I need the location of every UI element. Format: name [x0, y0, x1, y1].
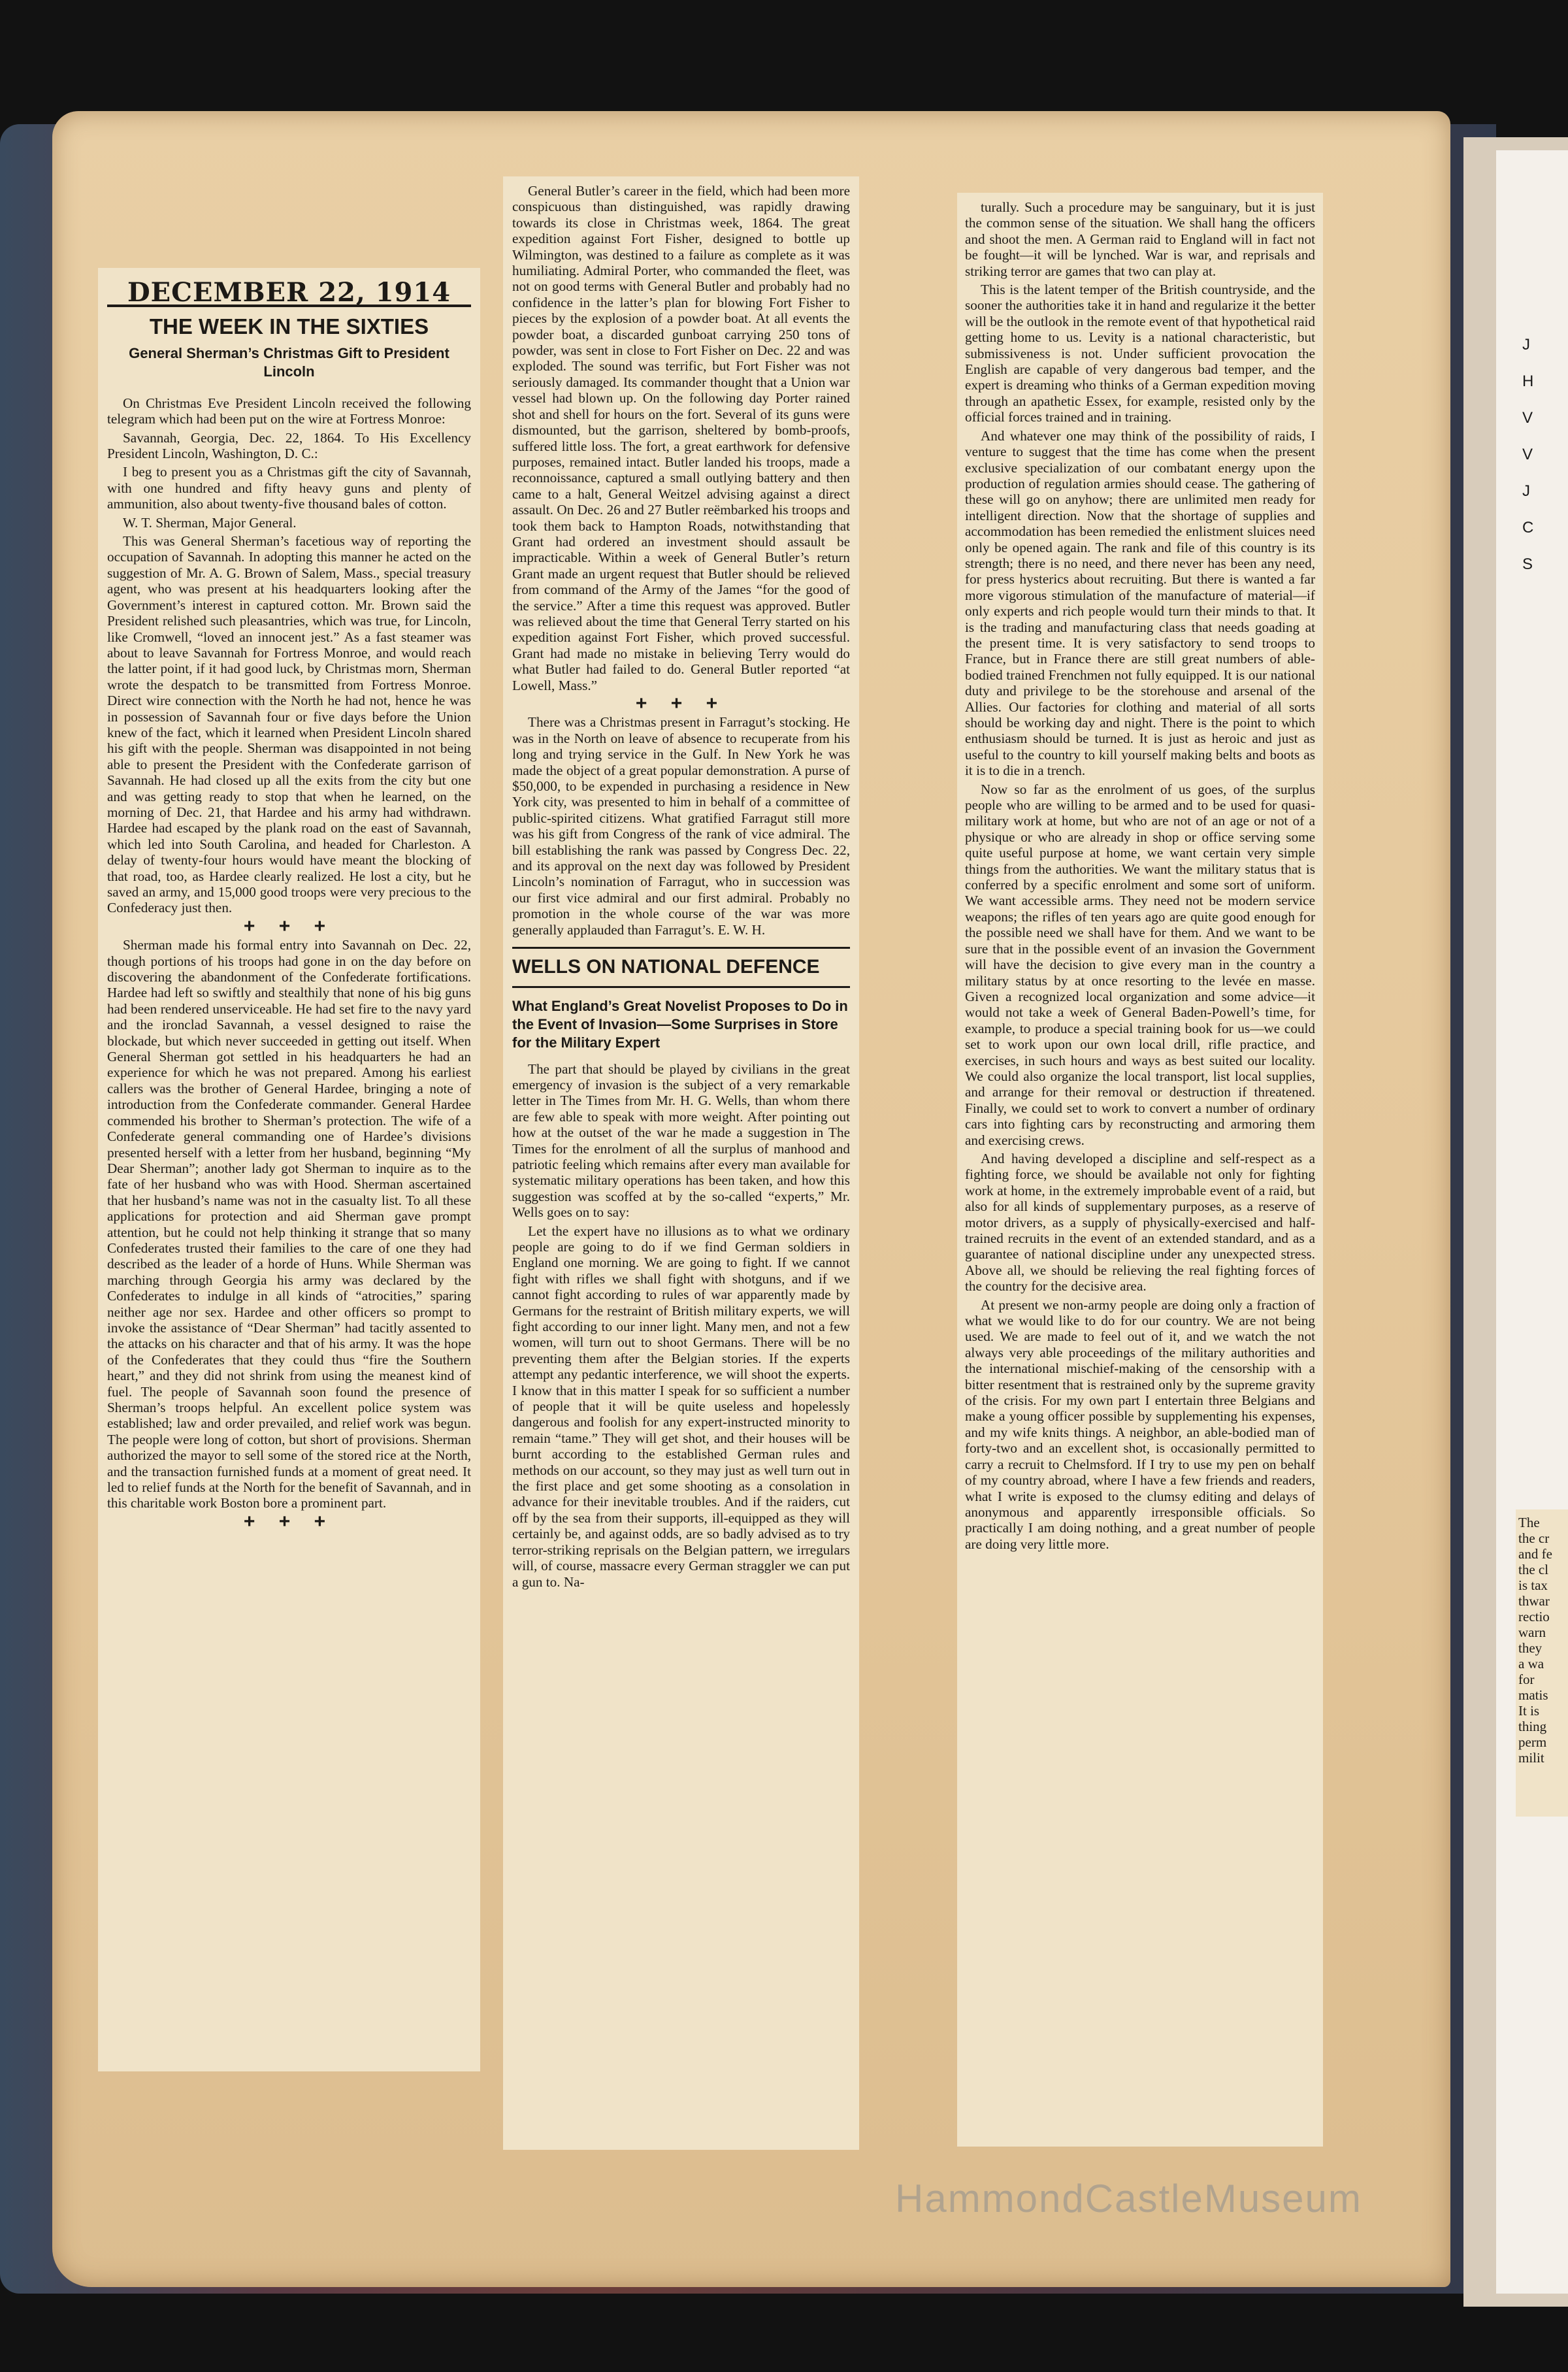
fragment-line: matis	[1518, 1687, 1548, 1703]
fragment-line: thing	[1518, 1719, 1547, 1734]
article-paragraph: And whatever one may think of the possibility of raids, I venture to suggest that the time has come when the present exclusive specialization of our combatant energy upon the production of regulation armies should cease. The gathering of these will go on anyhow; there are unlimited men ready for intelligent direction. Now that the shortage of supplies and accommodation has been remedied the enlistment sluices need only be opened again. The rank and file of this country is its strength; there is no need, and there never has been any need, for press hysterics about recruiting. But there is wanted a far more vigorous stimulation of the manufacture of material—if only experts and rich people would turn their minds to that. It is the trading and manufacturing class that needs goading at the present time. It is very satisfactory to send troops to France, but in France there are still great numbers of able-bodied trained Frenchmen not fully equipped. It is our national duty and privilege to be the storehouse and arsenal of the Allies. Our factories for clothing and material of all sorts should be working day and night. There is the point to which enthusiasm should be turned. It is just as heroic and just as useful to the country to kill yourself making belts and boots as it is to die in a trench.	[965, 427, 1315, 779]
fragment-line: and fe	[1518, 1546, 1552, 1562]
telegram-body: I beg to present you as a Christmas gift the city of Savannah, with one hundred and fifty heavy guns and plenty of ammunition, also about twenty-five thousand bales of cotton.	[107, 464, 471, 512]
article-subtitle: What England’s Great Novelist Proposes to Do in the Event of Invasion—Some Surprises in Store for the Military Expert	[512, 997, 848, 1051]
telegram-signature: W. T. Sherman, Major General.	[123, 514, 297, 531]
clipping-date: DECEMBER 22, 1914	[127, 277, 451, 308]
fragment-line: It is	[1518, 1703, 1540, 1719]
fragment-line: they	[1518, 1640, 1543, 1656]
fragment-line: the cr	[1518, 1530, 1550, 1546]
fragment-line: thwar	[1518, 1593, 1550, 1609]
facing-page-clipping-fragment	[1516, 1509, 1568, 1817]
article-paragraph: Now so far as the enrolment of us goes, of the surplus people who are willing to be armed and to be used for quasi-military work at home, but who are not of an age or not of a physique or who are already in shop or office serving some quite useful purpose at home, we want certain very simple things from the authorities. We want the military status that is conferred by a specific enrolment and some sort of uniform. We want accessible arms. They need not be modern service weapons; the rifles of ten years ago are quite good enough for the possible need we shall have for them. And we want to be sure that in the possible event of an invasion the Government will have the decision to give every man in the country a military status by at once resorting to the levée en masse. Given a recognized local organization and some advice—it would not take a week of General Baden-Powell’s time, for example, to produce a special training book for us—we could set to work upon our own local drill, rifle practice, and exercises, in such hours and ways as best suited our locality. We could also organize the local transport, list local supplies, and arrange for their removal or destruction if threatened. Finally, we could set to work to convert a number of ordinary cars into fighting cars by reconstructing and armoring them and exercising crews.	[965, 781, 1315, 1148]
fragment-line: rectio	[1518, 1609, 1550, 1624]
telegram-heading: Savannah, Georgia, Dec. 22, 1864. To His Excellency President Lincoln, Washington, D. C.:	[107, 429, 471, 462]
margin-letter: V	[1522, 409, 1533, 427]
margin-letter: J	[1522, 482, 1530, 500]
margin-letter: V	[1522, 446, 1533, 463]
fragment-line: is tax	[1518, 1577, 1548, 1593]
fragment-line: warn	[1518, 1624, 1546, 1640]
clipping-wells-continued	[957, 193, 1323, 2147]
facing-page-margin-letters	[1522, 327, 1533, 583]
article-paragraph: And having developed a discipline and self-respect as a fighting force, we should be available not only for fighting work at home, in the extremely improbable event of a raid, but also for all kinds of supplementary purposes, as a reserve of motor drivers, as a supply of physically-exercised and half-trained recruits in the event of an extended standard, and as a guarantee of national discipline under any unexpected stress. Above all, we should be relieving the real fighting forces of the country for the decisive area.	[965, 1150, 1315, 1294]
article-paragraph: General Butler’s career in the field, which had been more conspicuous than distinguished, was rapidly drawing towards its close in Christmas week, 1864. The great expedition against Fort Fisher, designed to bottle up Wilmington, was destined to a failure as complete as it was humiliating. Admiral Porter, who commanded the fleet, was not on good terms with General Butler and probably had no confidence in the latter’s plan for blowing Fort Fisher to pieces by the explosion of a powder boat. At all events the powder boat, a discarded gunboat carrying 250 tons of powder, was sent in close to Fort Fisher on Dec. 22 and was exploded. The sound was terrific, but Fort Fisher was not seriously damaged. Its commander thought that a Union war vessel had blown up. On the following day Porter rained shot and shell for hours on the fort. Several of its guns were dismounted, but the garrison, sheltered by bomb-proofs, suffered little loss. The fort, a great earthwork for defensive purposes, remained intact. Butler landed his troops, made a reconnoissance, captured a small outlying battery and then came to a halt, General Weitzel advising against a direct assault. On Dec. 26 and 27 Butler reëmbarked his troops and took them back to Hampton Roads, notwithstanding that Grant had ordered an investment should assault be impracticable. Within a week of General Butler’s return Grant made an urgent request that Butler should be relieved from command of the Army of the James “for the good of the service.” After a time this request was approved. Butler was relieved about the time that General Terry started on his expedition against Fort Fisher, which proved successful. Grant had made no mistake in believing Terry would do what Butler had failed to do. General Butler reported “at Lowell, Mass.”	[512, 183, 850, 693]
article-paragraph: On Christmas Eve President Lincoln received the following telegram which had been put on the wire at Fortress Monroe:	[107, 395, 471, 427]
article-paragraph: The part that should be played by civilians in the great emergency of invasion is the subject of a very remarkable letter in The Times from Mr. H. G. Wells, than whom there are few able to speak with more weight. After pointing out how at the outset of the war he made a suggestion in The Times for the enrolment of all the surplus of manhood and patriotic feeling which remains after every man available for systematic military operations has been taken, and how this suggestion was scoffed at by the so-called “experts,” Mr. Wells goes on to say:	[512, 1061, 850, 1221]
article-title: WELLS ON NATIONAL DEFENCE	[512, 956, 820, 978]
article-paragraph: This is the latent temper of the British countryside, and the sooner the authorities take it in hand and regularize it the better will be the outlook in the remote event of that hypothetical raid getting home to us. Levity is a national characteristic, but submissiveness is not. Under sufficient provocation the English are capable of very dangerous bad temper, and the expert is dreaming who thinks of a German expedition moving through an apathetic Essex, for example, resisted only by the official forces trained and in training.	[965, 282, 1316, 425]
fragment-line: the cl	[1518, 1562, 1549, 1577]
article-paragraph: Let the expert have no illusions as to what we ordinary people are going to do if we find German soldiers in England one morning. We are going to fight. If we cannot fight with rifles we shall fight with shotguns, and if we cannot fight according to rules of war apparently made by Germans for the restraint of British military experts, we will fight according to our inner light. Many men, and not a few women, will turn out to shoot Germans. There will be no preventing them after the Belgian stories. If the experts attempt any pedantic interference, we will shoot the experts. I know that in this matter I speak for so sufficient a number of people that it will be quite useless and hopelessly dangerous and foolish for any expert-instructed minority to remain “tame.” They will get shot, and their houses will be burnt according to the established German rules and methods on our account, so they may just as well turn out in the first place and get some shooting as a consolation in advance for their inevitable troubles. And if the raiders, cut off by the sea from their supports, ill-equipped as they will certainly be, and against odds, are so badly advised as to try terror-striking reprisals on the Belgian pattern, we irregulars will, of course, massacre every German straggler we can put a gun to. Na-	[512, 1223, 850, 1590]
article-paragraph: There was a Christmas present in Farragut’s stocking. He was in the North on leave of absence to recuperate from his long and trying service in the Gulf. In New York he was made the object of a great popular demonstration. A purse of $50,000, to be expended in purchasing a residence in New York city, was presented to him in behalf of a committee of public-spirited citizens. What gratified Farragut still more was his gift from Congress of the rank of vice admiral. The bill establishing the rank was passed by Congress Dec. 22, and its approval on the next day was followed by President Lincoln’s nomination of Farragut, who in succession was our first vice admiral and our first admiral. Probably no promotion in the whole course of the war was more generally applauded than Farragut’s. E. W. H.	[512, 714, 850, 938]
margin-letter: H	[1522, 372, 1534, 390]
article-title: THE WEEK IN THE SIXTIES	[149, 314, 429, 339]
clipping-butler-and-wells	[503, 176, 859, 2150]
article-paragraph: turally. Such a procedure may be sanguinary, but it is just the common sense of the situation. We shall hang the officers and shoot the men. A German raid to England will in fact not be fought—it will be lynched. War is war, and reprisals and striking terror are games that two can play at.	[965, 199, 1315, 279]
fragment-line: The	[1518, 1515, 1540, 1530]
section-separator: + + +	[243, 1510, 335, 1532]
watermark: HammondCastleMuseum	[895, 2177, 1362, 2220]
margin-letter: J	[1522, 336, 1530, 354]
fragment-line: for	[1518, 1672, 1535, 1687]
section-separator: + + +	[243, 915, 335, 937]
fragment-line: a wa	[1518, 1656, 1544, 1672]
article-paragraph: This was General Sherman’s facetious way of reporting the occupation of Savannah. In adopting this manner he acted on the suggestion of Mr. A. G. Brown of Salem, Mass., special treasury agent, who was present at his headquarters looking after the Government’s interest in captured cotton. Mr. Brown said the President relished such pleasantries, which was true, for Lincoln, like Cromwell, “loved an innocent jest.” As a fast steamer was about to leave Savannah for Fortress Monroe, and would reach the latter point, if it had good luck, by Christmas morn, Sherman wrote the despatch to be transmitted from Fortress Monroe. Direct wire connection with the North he had not, hence he was in possession of Savannah four or five days before the Union knew of the fact, which it learned when President Lincoln shared his gift with the people. Sherman was disappointed in not being able to present the President with the Confederate garrison of Savannah. He had closed up all the exits from the city but one and was getting ready to stop that when he learned, on the morning of Dec. 21, that Hardee and his army had withdrawn. Hardee had escaped by the plank road on the east of Savannah, which led into South Carolina, and headed for Charleston. A delay of twenty-four hours would have meant the blocking of that road, too, as Hardee clearly realized. He lost a city, but he saved an army, and 15,000 good troops were very precious to the Confederacy just then.	[107, 533, 471, 916]
article-paragraph: At present we non-army people are doing only a fraction of what we would like to do for our country. We are not being used. We are made to feel out of it, and we watch the not always very able proceedings of the military authorities and the international mischief-making of the censorship with a bitter resentment that is restrained only by the supreme gravity of the crisis. For my own part I entertain three Belgians and make a young officer possible by supplementing his expenses, and my wife knits things. A neighbor, an able-bodied man of forty-two and an excellent shot, is occasionally permitted to carry a recruit to Chelmsford. If I try to use my pen on behalf of my country abroad, where I have a few friends and readers, what I write is exposed to the clumsy editing and delays of anonymous and apparently irresponsible officials. So practically I am doing nothing, and a great number of people are doing very little more.	[965, 1296, 1315, 1552]
clipping-week-in-the-sixties	[98, 268, 480, 2071]
headline-box	[512, 947, 850, 987]
article-paragraph: Sherman made his formal entry into Savannah on Dec. 22, though portions of his troops had gone in on the day before on discovering the abandonment of the Confederate fortifications. Hardee had left so swiftly and stealthily that none of his big guns had been rendered unserviceable. He had set fire to the navy yard and the ironclad Savannah, a vessel designed to raise the blockade, but which never succeeded in getting out itself. When General Sherman got settled in his headquarters he had an experience for which he was not prepared. Among his earliest callers was the brother of General Hardee, bringing a note of introduction from the Confederate commander. General Hardee commended his brother to Sherman’s protection. The wife of a Confederate general commanding one of Hardee’s divisions presented herself with a letter from her husband, beginning “My Dear Sherman”; another lady got Sherman to inquire as to the fate of her husband who was with Hood. Sherman ascertained that her husband’s name was not in the casualty list. To all these applications for protection and aid Sherman gave prompt attention, but he could not help thinking it strange that so many Confederates trusted their families to the care of one they had described as the leader of a horde of Huns. While Sherman was marching through Georgia his army was declared by the Confederates to indulge in all kinds of “atrocities,” sparing neither age nor sex. Hardee and other officers so prompt to invoke the assistance of “Dear Sherman” had tacitly assented to the attacks on his character and that of his army. It was the hope of the Confederates that they could thus “fire the Southern heart,” and they did not shrink from using the meanest kind of fuel. The people of Savannah soon found the presence of Sherman’s troops helpful. An excellent police system was established; law and order prevailed, and relief work was begun. The people were long of cotton, but short of provisions. Sherman authorized the mayor to sell some of the stored rice at the North, and the transaction furnished funds at a moment of great need. It led to relief funds at the North for the benefit of Savannah, and in this charitable work Boston bore a prominent part.	[107, 937, 471, 1511]
fragment-line: milit	[1518, 1750, 1544, 1766]
fragment-line: perm	[1518, 1734, 1547, 1750]
section-separator: + + +	[635, 693, 727, 714]
margin-letter: S	[1522, 555, 1533, 573]
article-subtitle: General Sherman’s Christmas Gift to President Lincoln	[129, 344, 449, 380]
margin-letter: C	[1522, 519, 1534, 536]
